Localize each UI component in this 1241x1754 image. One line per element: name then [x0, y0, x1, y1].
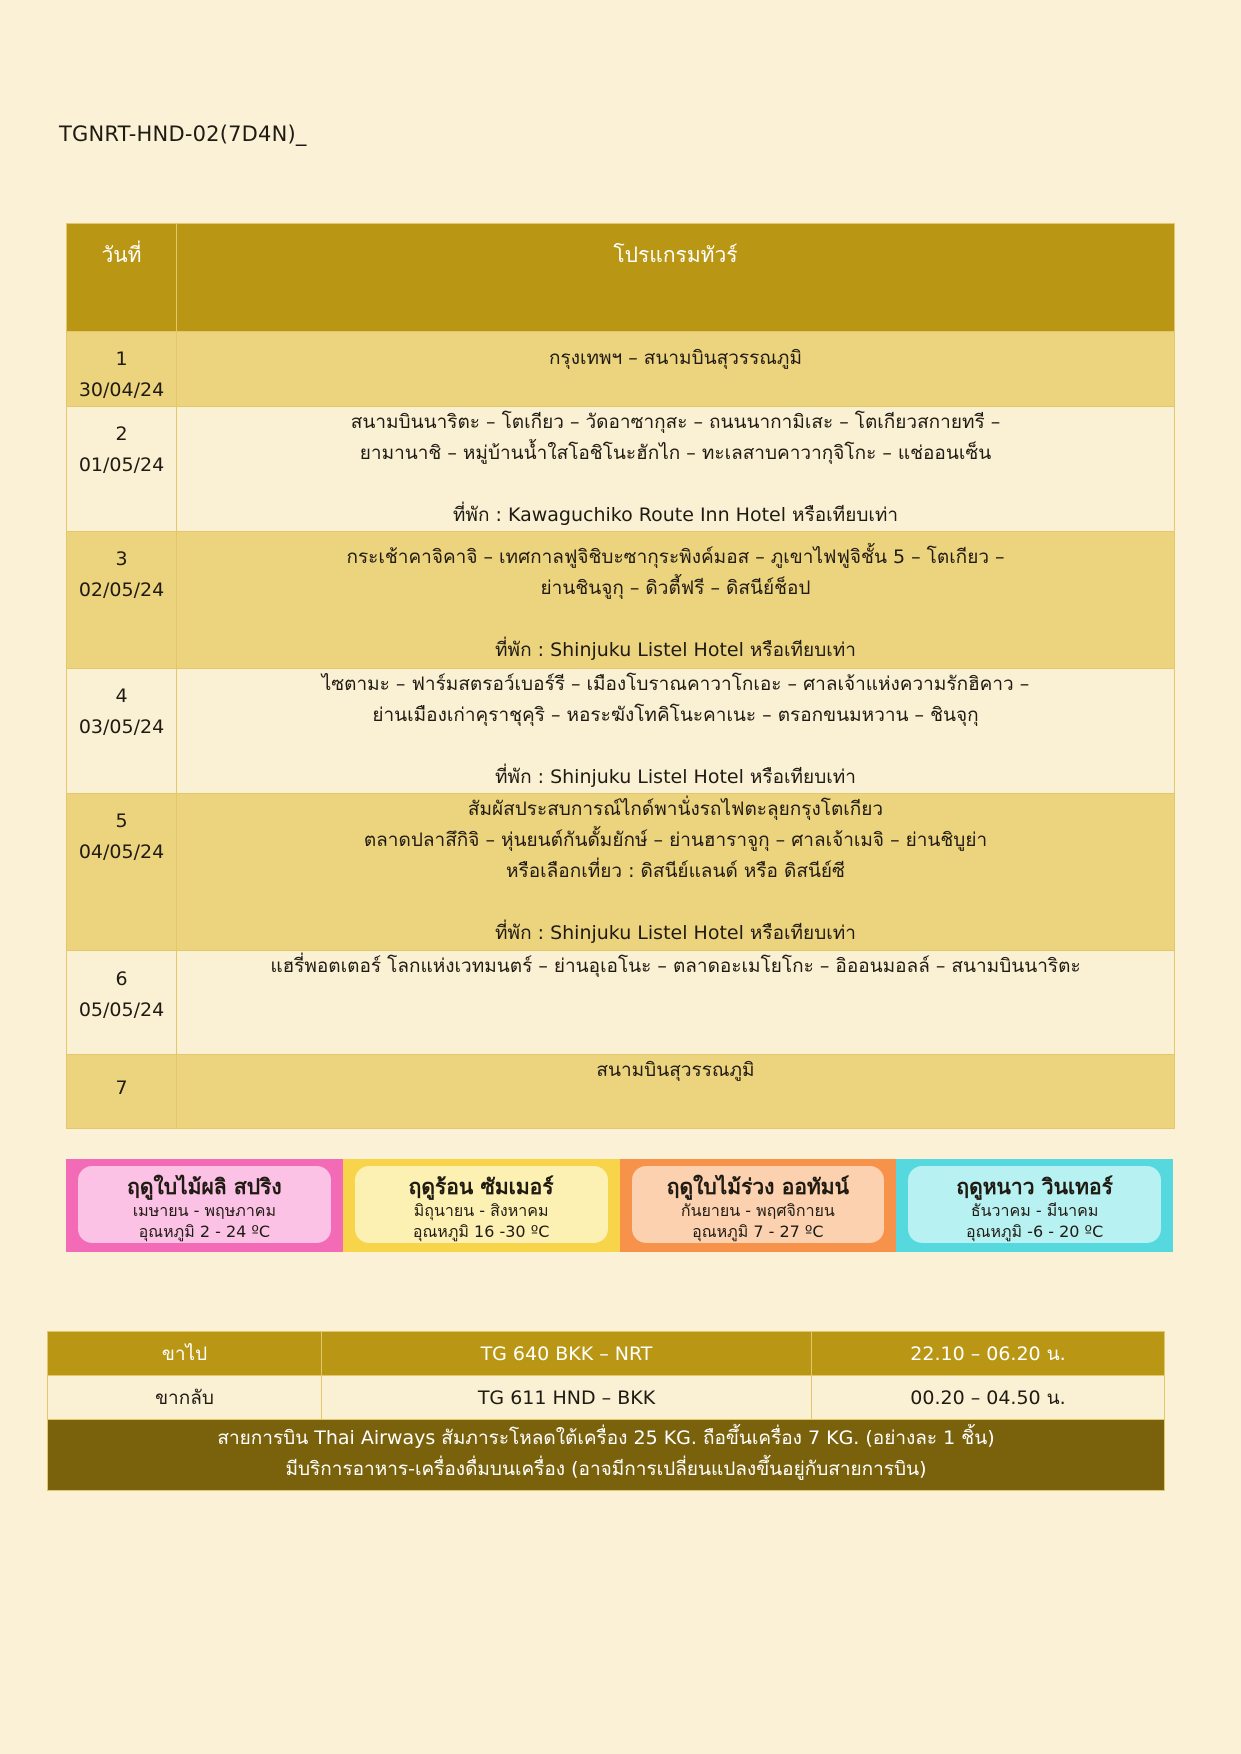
day-number: 4 [115, 685, 128, 707]
flight-notes-row [48, 1420, 1165, 1491]
outbound-flight-row [48, 1332, 1165, 1376]
flight-direction: ขาไป [48, 1332, 322, 1376]
season-banner [66, 1159, 1173, 1252]
season-temperature: อุณหภูมิ 2 - 24 ºC [138, 1222, 271, 1241]
program-line: ย่านชินจูกุ – ดิวตี้ฟรี – ดิสนีย์ช็อป [540, 577, 811, 599]
flight-number: TG 640 BKK – NRT [322, 1332, 812, 1376]
program-line: ตลาดปลาสึกิจิ – หุ่นยนต์กันดั้มยักษ์ – ย่านฮาราจูกุ – ศาลเจ้าเมจิ – ย่านชิบูย่า [363, 829, 988, 851]
program-line: สัมผัสประสบการณ์ไกด์พานั่งรถไฟตะลุยกรุงโตเกียว [467, 798, 884, 820]
program-line: สนามบินนาริตะ – โตเกียว – วัดอาซากุสะ – ถนนนากามิเสะ – โตเกียวสกายทรี – [350, 411, 1001, 433]
program-line: ไซตามะ – ฟาร์มสตรอว์เบอร์รี – เมืองโบราณคาวาโกเอะ – ศาลเจ้าแห่งความรักฮิคาว – [321, 673, 1030, 695]
day-date: 04/05/24 [78, 841, 165, 863]
hotel-line: ที่พัก : Shinjuku Listel Hotel หรือเทียบเท่า [495, 766, 856, 788]
program-cell [177, 407, 1175, 532]
season-temperature: อุณหภูมิ 7 - 27 ºC [692, 1222, 824, 1241]
itinerary-row [67, 532, 1175, 669]
season-card [78, 1166, 331, 1243]
program-cell [177, 332, 1175, 407]
hotel-line: ที่พัก : Shinjuku Listel Hotel หรือเทียบเท่า [495, 639, 856, 661]
season-autumn [620, 1159, 897, 1252]
day-number: 7 [115, 1077, 128, 1099]
tour-code: TGNRT-HND-02(7D4N)_ [59, 122, 307, 146]
baggage-note: สายการบิน Thai Airways สัมภาระโหลดใต้เครื่อง 25 KG. ถือขึ้นเครื่อง 7 KG. (อย่างละ 1 ชิ้น) [217, 1427, 995, 1449]
flight-time: 00.20 – 04.50 น. [812, 1376, 1165, 1420]
flight-notes [48, 1420, 1165, 1491]
program-cell [177, 794, 1175, 951]
season-summer [343, 1159, 620, 1252]
day-number: 2 [115, 423, 128, 445]
program-line: ย่านเมืองเก่าคุราชุคุริ – หอระฆังโทคิโนะคาเนะ – ตรอกขนมหวาน – ชินจุกุ [372, 704, 979, 726]
itinerary-row [67, 794, 1175, 951]
program-line: กระเช้าคาจิคาจิ – เทศกาลฟูจิชิบะซากุระพิงค์มอส – ภูเขาไฟฟูจิชั้น 5 – โตเกียว – [346, 546, 1005, 568]
day-number: 3 [115, 548, 128, 570]
season-spring [66, 1159, 343, 1252]
itinerary-row [67, 669, 1175, 794]
season-card [632, 1166, 885, 1243]
day-number: 1 [115, 348, 128, 370]
day-date: 01/05/24 [78, 454, 165, 476]
program-line: กรุงเทพฯ – สนามบินสุวรรณภูมิ [549, 347, 802, 369]
itinerary-header-row [67, 224, 1175, 332]
flight-table [47, 1331, 1165, 1491]
day-cell [67, 951, 177, 1055]
program-cell [177, 532, 1175, 669]
program-column-header: โปรแกรมทัวร์ [177, 224, 1175, 332]
day-cell [67, 332, 177, 407]
day-date: 02/05/24 [78, 579, 165, 601]
flight-direction: ขากลับ [48, 1376, 322, 1420]
day-cell [67, 794, 177, 951]
flight-time: 22.10 – 06.20 น. [812, 1332, 1165, 1376]
itinerary-row [67, 407, 1175, 532]
season-card [908, 1166, 1161, 1243]
itinerary-row [67, 1055, 1175, 1129]
itinerary-row [67, 332, 1175, 407]
day-cell [67, 669, 177, 794]
season-title: ฤดูใบไม้ผลิ สปริง [127, 1175, 282, 1199]
day-cell [67, 532, 177, 669]
season-months: มิถุนายน - สิงหาคม [413, 1201, 549, 1220]
season-months: กันยายน - พฤศจิกายน [680, 1201, 835, 1220]
day-date: 03/05/24 [78, 716, 165, 738]
season-months: ธันวาคม - มีนาคม [970, 1201, 1099, 1220]
program-cell [177, 669, 1175, 794]
itinerary-row [67, 951, 1175, 1055]
season-title: ฤดูหนาว วินเทอร์ [956, 1175, 1113, 1199]
flight-number: TG 611 HND – BKK [322, 1376, 812, 1420]
season-temperature: อุณหภูมิ -6 - 20 ºC [966, 1222, 1104, 1241]
program-line: สนามบินสุวรรณภูมิ [596, 1059, 755, 1081]
season-card [355, 1166, 608, 1243]
program-line: แฮรี่พอตเตอร์ โลกแห่งเวทมนตร์ – ย่านอุเอโนะ – ตลาดอะเมโยโกะ – อิออนมอลล์ – สนามบินนาริตะ [270, 955, 1081, 977]
season-months: เมษายน - พฤษภาคม [132, 1201, 277, 1220]
day-cell [67, 407, 177, 532]
program-line: หรือเลือกเที่ยว : ดิสนีย์แลนด์ หรือ ดิสนีย์ซี [506, 860, 845, 882]
program-cell [177, 1055, 1175, 1129]
itinerary-table [66, 223, 1175, 1129]
day-number: 5 [115, 810, 128, 832]
day-date: 05/05/24 [78, 999, 165, 1021]
day-date: 30/04/24 [78, 379, 165, 401]
season-title: ฤดูร้อน ซัมเมอร์ [408, 1175, 554, 1199]
meal-note: มีบริการอาหาร-เครื่องดื่มบนเครื่อง (อาจมีการเปลี่ยนแปลงขึ้นอยู่กับสายการบิน) [285, 1458, 927, 1480]
day-number: 6 [115, 968, 128, 990]
day-column-header: วันที่ [67, 224, 177, 332]
day-cell [67, 1055, 177, 1129]
season-title: ฤดูใบไม้ร่วง ออทัมน์ [666, 1175, 849, 1199]
program-line: ยามานาชิ – หมู่บ้านน้ำใสโอชิโนะฮักไก – ทะเลสาบคาวากุจิโกะ – แช่ออนเซ็น [359, 442, 992, 464]
program-cell [177, 951, 1175, 1055]
season-winter [896, 1159, 1173, 1252]
season-temperature: อุณหภูมิ 16 -30 ºC [412, 1222, 550, 1241]
hotel-line: ที่พัก : Shinjuku Listel Hotel หรือเทียบเท่า [495, 922, 856, 944]
hotel-line: ที่พัก : Kawaguchiko Route Inn Hotel หรือเทียบเท่า [452, 504, 899, 526]
return-flight-row [48, 1376, 1165, 1420]
